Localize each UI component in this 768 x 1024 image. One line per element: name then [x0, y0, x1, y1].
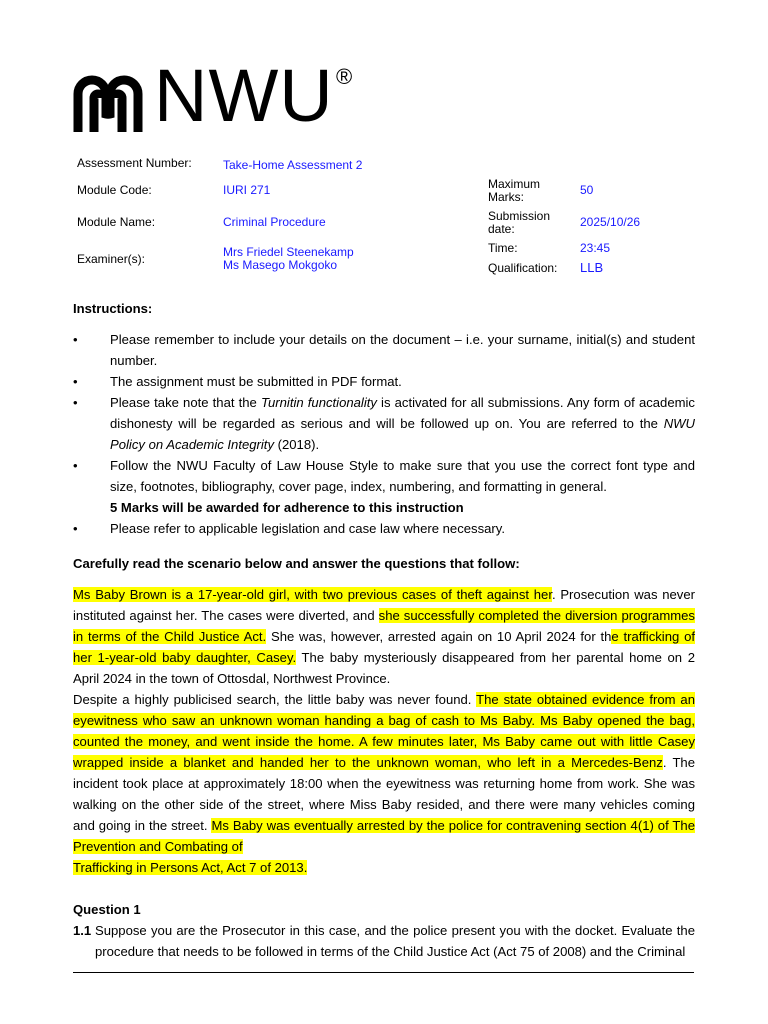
registered-mark: ® [336, 64, 353, 89]
scenario-text: She was, however, arrested again on 10 April 2024 for th [266, 629, 612, 644]
instructions-list [73, 329, 695, 539]
examiner-1-value: Mrs Friedel Steenekamp [223, 245, 354, 259]
instruction-item [73, 371, 695, 392]
logo-wordmark: NWU [154, 54, 334, 137]
scenario-paragraph-2 [73, 689, 695, 857]
instructions-heading: Instructions: [73, 301, 153, 316]
scenario-paragraph-3 [73, 857, 695, 878]
highlighted-text: e trafficking of her 1-year-old baby daughter, Casey. [73, 629, 695, 665]
nwu-logo [72, 54, 372, 137]
max-marks-value: 50 [580, 183, 594, 197]
scenario-text: Despite a highly publicised search, the little baby was never found. [73, 692, 477, 707]
scenario-paragraph-1 [73, 584, 695, 689]
question-1-heading: Question 1 [73, 902, 141, 917]
submission-date-label-line2: date: [488, 222, 515, 236]
qualification-value: LLB [580, 260, 604, 275]
max-marks-label-line1: Maximum [488, 177, 541, 191]
nwu-emblem-icon [72, 64, 144, 132]
instruction-text: is activated for all submissions. Any form of academic dishonesty will be regarded as serious and will be followed up on. You are referred to the [110, 395, 695, 431]
scenario-text: The baby mysteriously disappeared from her parental home on 2 April 2024 in the town of Ottosdal, Northwest Province. [73, 650, 695, 686]
question-text: Suppose you are the Prosecutor in this case, and the police present you with the docket. Evaluate the procedure that needs to be followed in terms of the Child Justice Act (Act 75 of 2008) and the Criminal [95, 923, 695, 959]
page-divider [73, 972, 694, 973]
highlighted-text: she successfully completed the diversion programmes in terms of the Child Justice Act. [73, 608, 695, 644]
highlighted-text: Trafficking in Persons Act, Act 7 of 2013. [73, 860, 308, 875]
assessment-number-label: Assessment Number: [77, 156, 192, 170]
scenario-text: . Prosecution was never instituted against her. The cases were diverted, and [73, 587, 695, 623]
question-1-1 [73, 920, 695, 962]
bullet-icon: • [73, 521, 78, 536]
module-name-label: Module Name: [77, 215, 156, 229]
examiner-2-value: Ms Masego Mokgoko [223, 258, 338, 272]
instruction-text: The assignment must be submitted in PDF format. [110, 374, 402, 389]
module-code-value: IURI 271 [223, 183, 271, 197]
turnitin-term: Turnitin functionality [260, 395, 377, 410]
instruction-text: (2018). [274, 437, 320, 452]
instruction-text: Please refer to applicable legislation and case law where necessary. [110, 521, 505, 536]
time-label: Time: [488, 241, 518, 255]
highlighted-text: The state obtained evidence from an eyewitness who saw an unknown woman handing a bag of cash to Ms Baby. Ms Baby opened the bag, counted the money, and went inside the home. A few minutes later, Ms Baby came out with little Casey wrapped inside a blanket and handed her to the unknown woman, who left in a Mercedes-Benz [73, 692, 695, 770]
scenario-heading: Carefully read the scenario below and answer the questions that follow: [73, 556, 520, 571]
qualification-label: Qualification: [488, 261, 558, 275]
instruction-item [73, 392, 695, 455]
scenario-text: . The incident took place at approximately 18:00 when the eyewitness was returning home from work. She was walking on the other side of the street, where Miss Baby resided, and there were many vehicles coming and going in the street. [73, 755, 695, 833]
submission-date-value: 2025/10/26 [580, 215, 641, 229]
instruction-item [73, 455, 695, 518]
module-code-label: Module Code: [77, 183, 152, 197]
submission-date-label-line1: Submission [488, 209, 551, 223]
examiners-label: Examiner(s): [77, 252, 146, 266]
bullet-icon: • [73, 332, 78, 347]
bullet-icon: • [73, 458, 78, 473]
instruction-text: Follow the NWU Faculty of Law House Style to make sure that you use the correct font type and size, footnotes, bibliography, cover page, index, numbering, and formatting in general. [110, 458, 695, 494]
bullet-icon: • [73, 374, 78, 389]
bullet-icon: • [73, 395, 78, 410]
instruction-text: Please take note that the [110, 395, 261, 410]
module-name-value: Criminal Procedure [223, 215, 326, 229]
max-marks-label-line2: Marks: [488, 190, 524, 204]
question-number: 1.1 [73, 923, 92, 938]
highlighted-text: Ms Baby was eventually arrested by the police for contravening section 4(1) of The Prevention and Combating of [73, 818, 695, 854]
assessment-number-value: Take-Home Assessment 2 [223, 158, 363, 172]
instruction-text: Please remember to include your details on the document – i.e. your surname, initial(s) and student number. [110, 332, 695, 368]
instruction-item [73, 329, 695, 371]
highlighted-text: Ms Baby Brown is a 17-year-old girl, with two previous cases of theft against her [73, 587, 552, 602]
instruction-item [73, 518, 695, 539]
policy-title: NWU Policy on Academic Integrity [110, 416, 695, 452]
time-value: 23:45 [580, 241, 611, 255]
marks-note: 5 Marks will be awarded for adherence to this instruction [110, 500, 464, 515]
